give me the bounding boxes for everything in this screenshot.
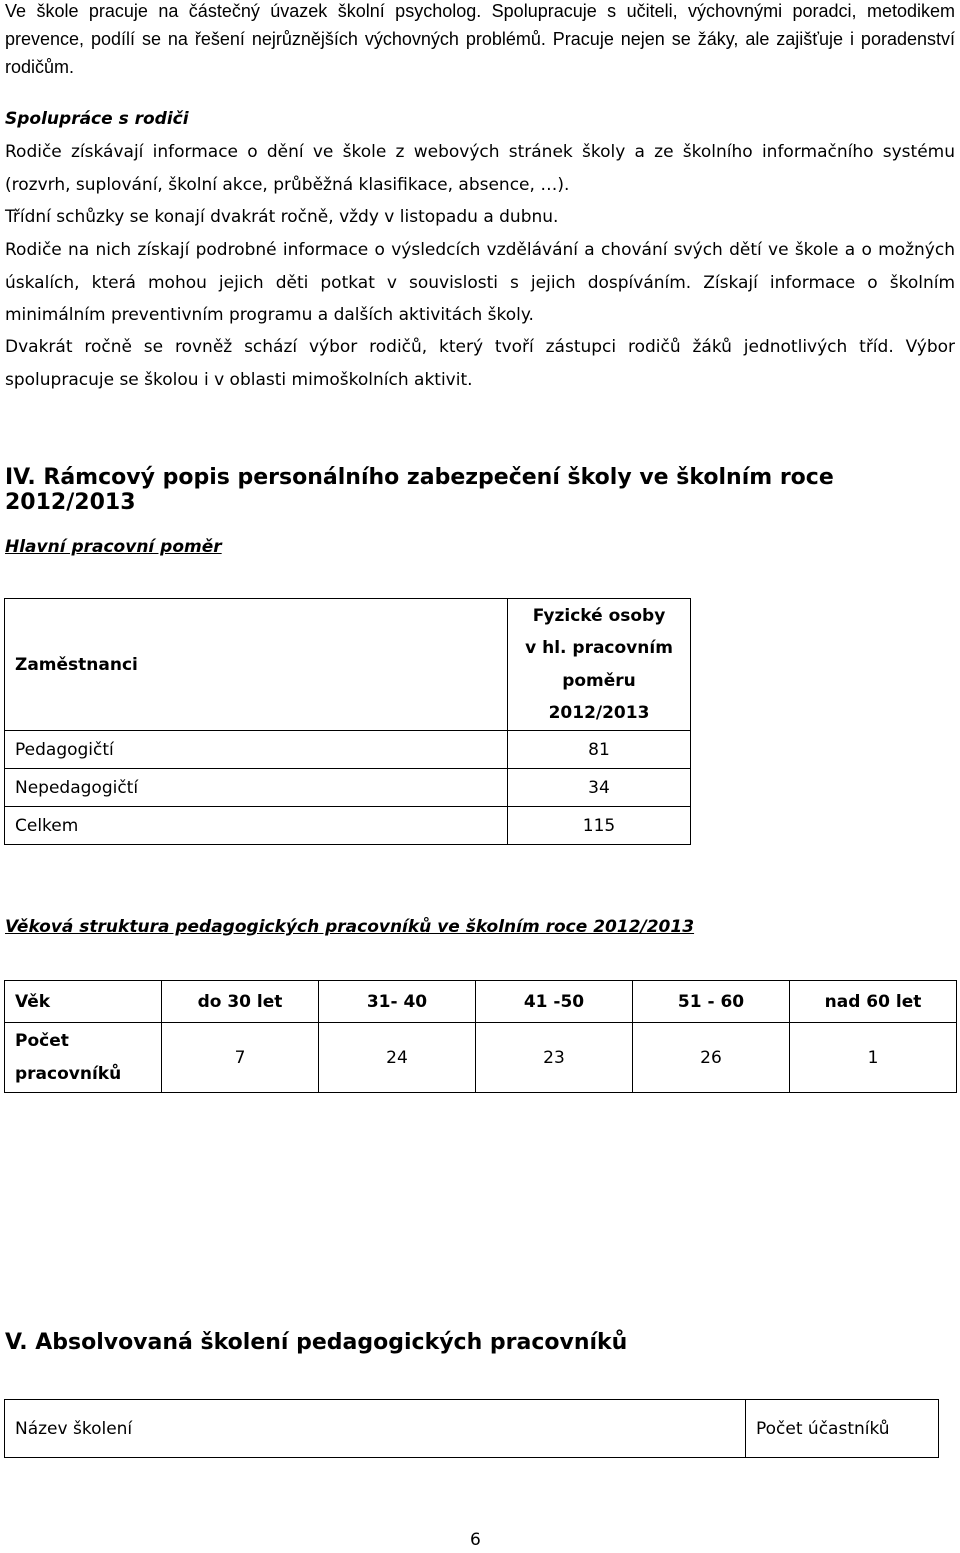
staff-table — [4, 598, 691, 845]
age-count: 26 — [633, 1023, 790, 1093]
staff-row-value: 34 — [508, 769, 691, 807]
age-count: 23 — [476, 1023, 633, 1093]
parents-paragraph-2: Třídní schůzky se konají dvakrát ročně, vždy v listopadu a dubnu. — [5, 207, 559, 227]
age-table — [4, 980, 957, 1093]
table-row — [5, 731, 691, 769]
page-number: 6 — [470, 1530, 481, 1550]
staff-header-count — [508, 599, 691, 731]
count-row-label-line: pracovníků — [15, 1063, 122, 1084]
parents-paragraph-1: Rodiče získávají informace o dění ve škole z webových stránek školy a ze školního informačního systému (rozvrh, suplování, školní akce, průběžná klasifikace, absence, …). — [5, 142, 955, 195]
staff-row-label: Pedagogičtí — [5, 731, 508, 769]
age-category: nad 60 let — [790, 981, 957, 1023]
main-employment-subtitle: Hlavní pracovní poměr — [5, 537, 222, 557]
age-count: 1 — [790, 1023, 957, 1093]
staff-header-line: 2012/2013 — [548, 703, 650, 723]
training-table — [4, 1399, 939, 1458]
staff-row-label: Celkem — [5, 807, 508, 845]
age-count: 7 — [162, 1023, 319, 1093]
age-row-label: Věk — [5, 981, 162, 1023]
staff-row-value: 115 — [508, 807, 691, 845]
parents-paragraph-3: Rodiče na nich získají podrobné informace o výsledcích vzdělávání a chování svých dětí ve škole a o možných úskalích, která mohou jejich děti potkat v souvislosti s jejich dospíváním. Získají informace o školním minimálním preventivním programu a dalších aktivitách školy. — [5, 240, 955, 325]
parents-paragraph-4: Dvakrát ročně se rovněž schází výbor rodičů, který tvoří zástupci rodičů žáků jednotlivých tříd. Výbor spolupracuje se školou i v oblasti mimoškolních aktivit. — [5, 337, 955, 390]
age-category: 51 - 60 — [633, 981, 790, 1023]
count-row-label-line: Počet — [15, 1031, 69, 1051]
age-count: 24 — [319, 1023, 476, 1093]
staff-header-line: v hl. pracovním — [525, 638, 673, 658]
age-category: 41 -50 — [476, 981, 633, 1023]
table-row — [5, 769, 691, 807]
age-structure-subtitle: Věková struktura pedagogických pracovníků ve školním roce 2012/2013 — [5, 917, 695, 937]
staff-header-line: poměru — [562, 670, 636, 691]
table-row — [5, 807, 691, 845]
training-col-name: Název školení — [5, 1400, 746, 1458]
training-col-participants: Počet účastníků — [746, 1400, 939, 1458]
age-category: do 30 let — [162, 981, 319, 1023]
staff-header-line: Fyzické osoby — [532, 605, 666, 626]
parents-heading: Spolupráce s rodiči — [5, 109, 189, 129]
section-4-title: IV. Rámcový popis personálního zabezpečení školy ve školním roce 2012/2013 — [5, 465, 834, 515]
section-5-title: V. Absolvovaná školení pedagogických pracovníků — [5, 1330, 628, 1355]
age-category: 31- 40 — [319, 981, 476, 1023]
intro-paragraph: Ve škole pracuje na částečný úvazek školní psycholog. Spolupracuje s učiteli, výchovnými poradci, metodikem prevence, podílí se na řešení nejrůznějších výchovných problémů. Pracuje nejen se žáky, ale zajišťuje i poradenství rodičům. — [5, 1, 955, 77]
count-row-label — [5, 1023, 162, 1093]
staff-header-employees: Zaměstnanci — [5, 599, 508, 731]
staff-row-value: 81 — [508, 731, 691, 769]
staff-row-label: Nepedagogičtí — [5, 769, 508, 807]
